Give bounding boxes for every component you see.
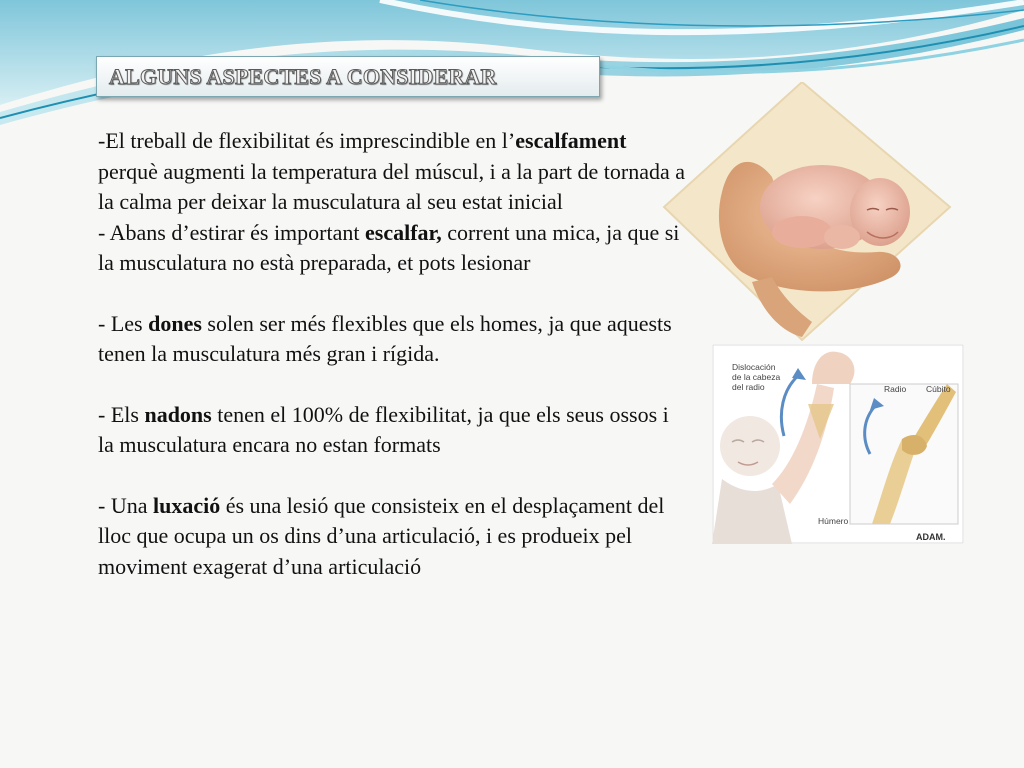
paragraph-text: tenen el 100% de flexibilitat, ja que els seus ossos i la musculatura encara no estan formats bbox=[98, 401, 669, 457]
paragraph-text: - Una bbox=[98, 492, 153, 518]
label-radius: Radio bbox=[884, 384, 907, 394]
highlight-term: dones bbox=[148, 310, 202, 336]
paragraph-text: solen ser més flexibles que els homes, ja que aquests tenen la musculatura més gran i rígida. bbox=[98, 310, 672, 366]
label-ulna: Cúbito bbox=[926, 384, 951, 394]
slide-title: ALGUNS ASPECTES A CONSIDERAR bbox=[109, 64, 497, 89]
paragraph-text: corrent una mica, ja que si la musculatura no està preparada, et pots lesionar bbox=[98, 219, 680, 275]
highlight-term: luxació bbox=[152, 492, 221, 518]
paragraph-text: perquè augmenti la temperatura del múscul, i a la part de tornada a la calma per deixar la musculatura al seu estat inicial bbox=[98, 158, 686, 214]
bullet-paragraph bbox=[98, 309, 688, 370]
bullet-paragraph bbox=[98, 126, 688, 218]
paragraph-text: -El treball de flexibilitat és imprescindible en l’ bbox=[98, 128, 516, 153]
paragraph-text: - Abans d’estirar és important bbox=[98, 219, 365, 245]
bullet-paragraph bbox=[98, 491, 688, 583]
paragraph-text: és una lesió que consisteix en el desplaçament del lloc que ocupa un os dins d’una articulació, i es produeix pel moviment exagerat d’una articulació bbox=[98, 492, 665, 579]
baby-in-hands-image bbox=[662, 82, 952, 342]
highlight-term: escalfar, bbox=[365, 219, 442, 245]
paragraph-text: - Els bbox=[98, 401, 145, 427]
label-humerus: Húmero bbox=[818, 516, 849, 526]
highlight-term: nadons bbox=[144, 401, 212, 427]
paragraph-text: - Les bbox=[98, 310, 149, 336]
title-box bbox=[96, 56, 600, 97]
adam-logo: ADAM. bbox=[916, 532, 946, 542]
elbow-dislocation-illustration bbox=[712, 344, 964, 544]
highlight-term: escalfament bbox=[515, 128, 627, 153]
bullet-paragraph bbox=[98, 218, 688, 279]
bullet-paragraph bbox=[98, 400, 688, 461]
label-dislocation: Dislocación de la cabeza del radio bbox=[732, 362, 781, 392]
body-text bbox=[98, 126, 688, 582]
